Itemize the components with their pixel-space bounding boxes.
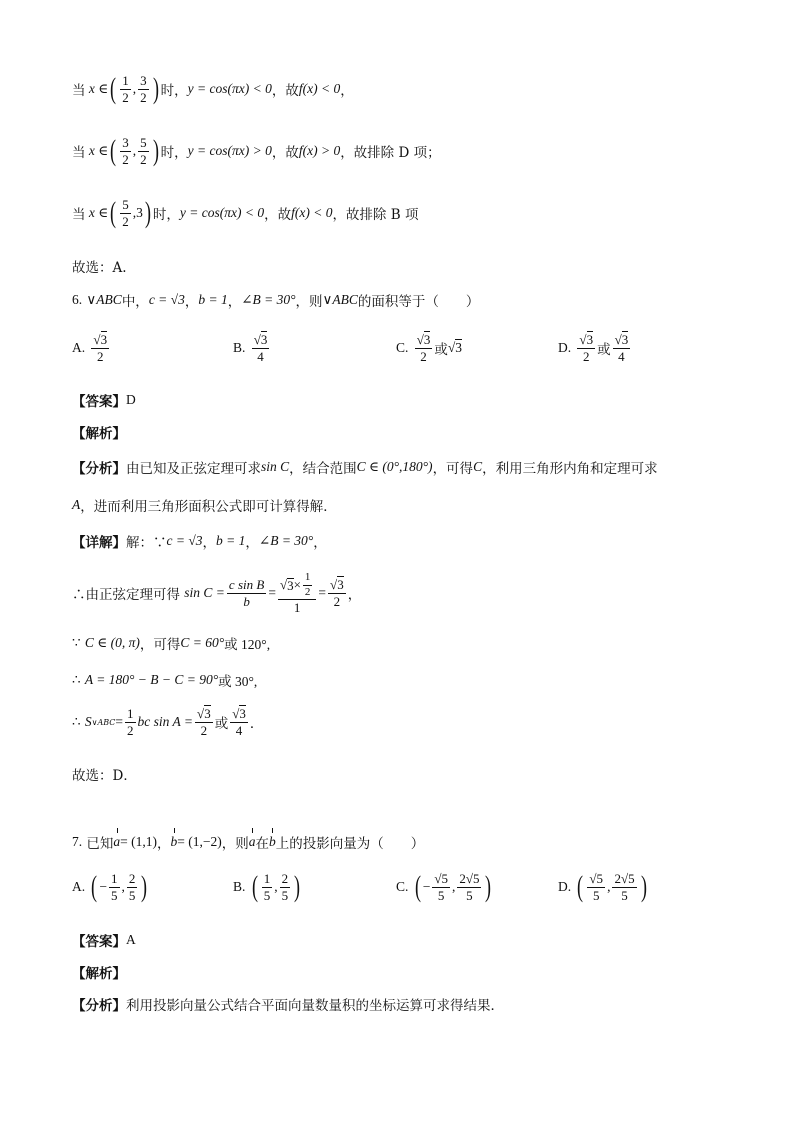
den: 1 <box>293 600 301 616</box>
text: 时， <box>160 83 188 100</box>
radicand: 3 <box>287 577 294 593</box>
fraction <box>227 578 266 608</box>
den: 2 <box>140 89 147 105</box>
fraction <box>230 707 248 737</box>
paren-open: ( <box>251 870 258 904</box>
q6-stem <box>72 290 479 310</box>
or-text: 或 <box>597 342 611 359</box>
formula: C = 60° <box>180 635 225 650</box>
fraction <box>138 74 149 104</box>
formula: C ∈ (0, π) <box>84 635 140 650</box>
radicand: 3 <box>100 332 108 347</box>
q6-analysis <box>72 422 126 442</box>
text: ∴ <box>72 672 81 688</box>
fraction <box>328 578 346 608</box>
num: 2 <box>128 871 136 886</box>
comma: , <box>451 879 456 895</box>
num: √ 3 × $\frac{1}{2}$ <box>278 572 316 600</box>
paren-open: ( <box>110 72 117 106</box>
den: 5 <box>621 887 628 903</box>
formula: C <box>473 459 483 474</box>
den: 2 <box>304 585 311 598</box>
text: ． <box>249 716 264 733</box>
fraction <box>303 572 313 598</box>
num: √3 <box>232 706 246 721</box>
text: ， <box>347 587 362 604</box>
num: 1 <box>122 73 129 88</box>
var-x: x ∈ <box>85 143 109 159</box>
q6-final <box>72 764 137 784</box>
paren-close: ) <box>640 870 647 904</box>
paren-close: ) <box>485 870 492 904</box>
question-number: 7. <box>72 834 83 849</box>
radicand: 3 <box>455 340 462 356</box>
option-letter: C. <box>396 340 409 356</box>
fraction <box>587 872 605 902</box>
formula: ∨ABC <box>86 292 122 307</box>
q5-line-1 <box>72 74 354 104</box>
q6-option-b <box>233 333 271 363</box>
text: ，故 <box>264 207 292 224</box>
num: √3 <box>93 332 108 347</box>
formula: sin C = <box>184 585 225 601</box>
radicand: 3 <box>204 706 211 721</box>
den: 2 <box>122 213 129 229</box>
area-symbol: S <box>84 714 92 730</box>
den: 5 <box>437 887 445 903</box>
equals: = <box>268 585 276 601</box>
radicand: 3 <box>260 332 268 347</box>
num: √3 <box>416 332 431 347</box>
den: 4 <box>235 722 243 738</box>
question-number: 6. <box>72 292 83 307</box>
den: 5 <box>263 887 271 903</box>
num: 5 <box>122 197 129 212</box>
fraction <box>577 333 595 363</box>
fraction <box>252 333 270 363</box>
q7-option-b <box>233 872 302 902</box>
den: 5 <box>281 887 289 903</box>
num: √3 <box>614 332 629 347</box>
analysis-label: 【解析】 <box>72 426 126 442</box>
q5-line-2 <box>72 136 441 166</box>
num: 3 <box>140 73 147 88</box>
q6-fenxi-line-2 <box>72 495 337 515</box>
text: 解：∵ <box>126 535 167 551</box>
paren-close: ) <box>294 870 301 904</box>
text: ， <box>340 83 354 100</box>
radicand: 3 <box>423 332 431 347</box>
text: ，结合范围 <box>289 461 357 477</box>
var-x: x ∈ <box>85 81 109 97</box>
fraction <box>280 872 291 902</box>
formula: ∠B = 30° <box>241 292 296 307</box>
formula: sin C <box>261 459 290 474</box>
q6-option-c <box>396 333 462 363</box>
text: ，故排除 D 项； <box>340 145 441 162</box>
radicand: 3 <box>239 706 246 721</box>
formula: y = cos(πx) > 0 <box>187 143 272 159</box>
text: ， <box>202 535 217 551</box>
answer-value: D <box>126 392 136 407</box>
fraction <box>125 707 136 737</box>
paren-open: ( <box>91 870 98 904</box>
or-text: 或 <box>214 716 229 733</box>
formula: ∠B = 30° <box>258 533 314 548</box>
root: √3 <box>447 340 462 356</box>
q7-option-a <box>72 872 149 902</box>
num: 2 <box>281 871 289 886</box>
formula: A = 180° − B − C = 90° <box>84 672 219 687</box>
den: b <box>243 593 250 609</box>
option-letter: D. <box>558 879 572 895</box>
text: 由已知及正弦定理可求 <box>126 461 261 477</box>
text: 的面积等于（ ） <box>357 294 480 310</box>
vector-a: a <box>113 834 121 849</box>
paren-close: ) <box>144 196 151 230</box>
num: √3 <box>253 332 268 347</box>
fraction <box>138 136 149 166</box>
radicand: 3 <box>586 332 594 347</box>
option-letter: C. <box>396 879 409 895</box>
num: 1 <box>111 871 118 886</box>
text: ，进而利用三角形面积公式即可计算得解． <box>80 499 337 515</box>
q5-line-3 <box>72 198 418 228</box>
comma: , <box>132 143 137 159</box>
den: 5 <box>128 887 136 903</box>
text: ，利用三角形内角和定理可求 <box>482 461 658 477</box>
comma: , <box>132 81 137 97</box>
formula: = (1,−2) <box>177 834 222 849</box>
q7-option-d <box>558 872 649 902</box>
num: c sin B <box>228 577 265 593</box>
den: 2 <box>420 348 427 364</box>
answer-label: 【答案】 <box>72 394 126 410</box>
formula: f(x) < 0 <box>298 81 341 97</box>
fraction <box>415 333 433 363</box>
q6-fenxi-line-1 <box>72 457 658 477</box>
text: ，故 <box>271 83 299 100</box>
formula: ∨ABC <box>322 292 358 307</box>
paren-open: ( <box>414 870 421 904</box>
text: ， <box>313 535 327 551</box>
radicand: 3 <box>337 577 344 593</box>
formula: y = cos(πx) < 0 <box>187 81 272 97</box>
q6-area <box>72 707 263 737</box>
comma: , <box>607 879 611 895</box>
q6-range <box>72 633 270 653</box>
text: ， <box>245 535 259 551</box>
den: 5 <box>592 887 600 903</box>
text: 当 <box>72 83 86 100</box>
fraction <box>278 572 316 615</box>
den: 2 <box>122 151 129 167</box>
num: √3 <box>197 706 211 721</box>
fraction <box>120 136 131 166</box>
paren-close: ) <box>152 72 159 106</box>
fenxi-label: 【分析】 <box>72 998 126 1014</box>
text: 当 <box>72 145 86 162</box>
vector-a: a <box>248 834 256 849</box>
radicand: 3 <box>621 332 629 347</box>
q7-answer <box>72 930 136 950</box>
q7-fenxi <box>72 994 504 1014</box>
q7-analysis <box>72 962 126 982</box>
num: √3 <box>579 332 594 347</box>
equals: = <box>115 714 124 730</box>
paren-open: ( <box>577 870 584 904</box>
paren-open: ( <box>110 196 117 230</box>
text: 当 <box>72 207 86 224</box>
q6-option-d <box>558 333 632 363</box>
text: 时， <box>152 207 180 224</box>
formula: y = cos(πx) < 0 <box>179 205 265 221</box>
formula: c = √3 <box>148 292 185 307</box>
text: 上的投影向量为（ ） <box>275 836 425 852</box>
or-text: 或 <box>434 342 448 359</box>
fraction <box>91 333 109 363</box>
num: √3 <box>330 577 344 593</box>
analysis-label: 【解析】 <box>72 966 126 982</box>
option-letter: B. <box>233 879 246 895</box>
den: 5 <box>466 887 473 903</box>
fraction <box>432 872 450 902</box>
comma: , <box>274 879 278 895</box>
formula: c = √3 <box>166 533 203 548</box>
q6-detail <box>72 531 327 551</box>
option-letter: A. <box>72 340 86 356</box>
sign: − <box>422 879 431 895</box>
num: 1 <box>127 706 134 721</box>
area-subscript: ∨ABC <box>91 717 116 727</box>
paren-close: ) <box>141 870 148 904</box>
vector-b: b <box>170 834 178 849</box>
text: 故选：A. <box>72 260 127 276</box>
text: ∴ <box>72 714 81 731</box>
var-x: x ∈ <box>85 205 109 221</box>
q6-option-a <box>72 333 111 363</box>
num: √5 <box>434 871 448 886</box>
q6-angle-a <box>72 670 257 690</box>
text: 中， <box>121 294 149 310</box>
num: 2√5 <box>459 871 480 886</box>
q6-sine-law <box>72 572 361 615</box>
den: 4 <box>257 348 264 364</box>
vector-b: b <box>269 834 276 849</box>
den: 2 <box>127 722 134 738</box>
paren-open: ( <box>110 134 117 168</box>
text: ，可得 <box>139 637 181 653</box>
den: 5 <box>111 887 118 903</box>
num: √5 <box>589 871 604 886</box>
den: 2 <box>122 89 129 105</box>
den: 2 <box>96 348 104 364</box>
fraction <box>120 74 131 104</box>
num: 5 <box>140 135 147 150</box>
formula: f(x) > 0 <box>298 143 341 159</box>
den: 2 <box>200 722 208 738</box>
num: 3 <box>122 135 129 150</box>
fraction <box>613 333 631 363</box>
comma: , <box>121 879 125 895</box>
den: 2 <box>140 151 147 167</box>
sign: − <box>99 879 108 895</box>
formula: C ∈ (0°,180°) <box>356 459 433 474</box>
value: 3 <box>136 205 143 221</box>
den: 4 <box>618 348 625 364</box>
num: 1 <box>263 871 271 886</box>
times: × <box>293 577 301 593</box>
text: 或 30°, <box>218 674 258 689</box>
num: 1 <box>303 572 313 586</box>
fraction <box>457 872 481 902</box>
answer-value: A <box>126 932 136 947</box>
fraction <box>127 872 138 902</box>
fenxi-label: 【分析】 <box>72 461 126 477</box>
text: 已知 <box>86 836 114 852</box>
q7-stem <box>72 832 424 852</box>
text: ， <box>157 836 171 852</box>
paren-close: ) <box>152 134 159 168</box>
text: 故选：D． <box>72 768 137 784</box>
option-letter: A. <box>72 879 86 895</box>
num: 2√5 <box>614 871 635 886</box>
den: 2 <box>333 593 341 609</box>
text: ，故 <box>271 145 299 162</box>
text: 或 120°, <box>224 637 271 652</box>
fraction <box>109 872 120 902</box>
q6-answer <box>72 390 136 410</box>
comma: , <box>132 205 137 221</box>
text: 在 <box>255 836 269 852</box>
formula: b = 1 <box>198 292 228 307</box>
fraction <box>262 872 273 902</box>
text: 时， <box>160 145 188 162</box>
den: 2 <box>582 348 590 364</box>
text: ，可得 <box>432 461 474 477</box>
equals: = <box>318 585 327 601</box>
q7-option-c <box>396 872 493 902</box>
formula: A <box>72 497 81 512</box>
text: ∴由正弦定理可得 <box>72 587 180 604</box>
text: 利用投影向量公式结合平面向量数量积的坐标运算可求得结果． <box>126 998 504 1014</box>
fraction <box>120 198 131 228</box>
fraction <box>195 707 213 737</box>
text: ， <box>227 294 242 310</box>
text: ，故排除 B 项 <box>332 207 419 224</box>
formula: = (1,1) <box>120 834 158 849</box>
text: ， <box>184 294 199 310</box>
option-letter: D. <box>558 340 572 356</box>
fraction <box>612 872 636 902</box>
option-letter: B. <box>233 340 246 356</box>
answer-label: 【答案】 <box>72 934 126 950</box>
text: ，则 <box>221 836 249 852</box>
detail-label: 【详解】 <box>72 535 126 551</box>
text: ∵ <box>72 635 81 651</box>
q5-answer <box>72 256 127 276</box>
text: ，则 <box>295 294 323 310</box>
formula: b = 1 <box>216 533 246 548</box>
formula: f(x) < 0 <box>291 205 333 221</box>
formula: bc sin A = <box>137 714 194 730</box>
